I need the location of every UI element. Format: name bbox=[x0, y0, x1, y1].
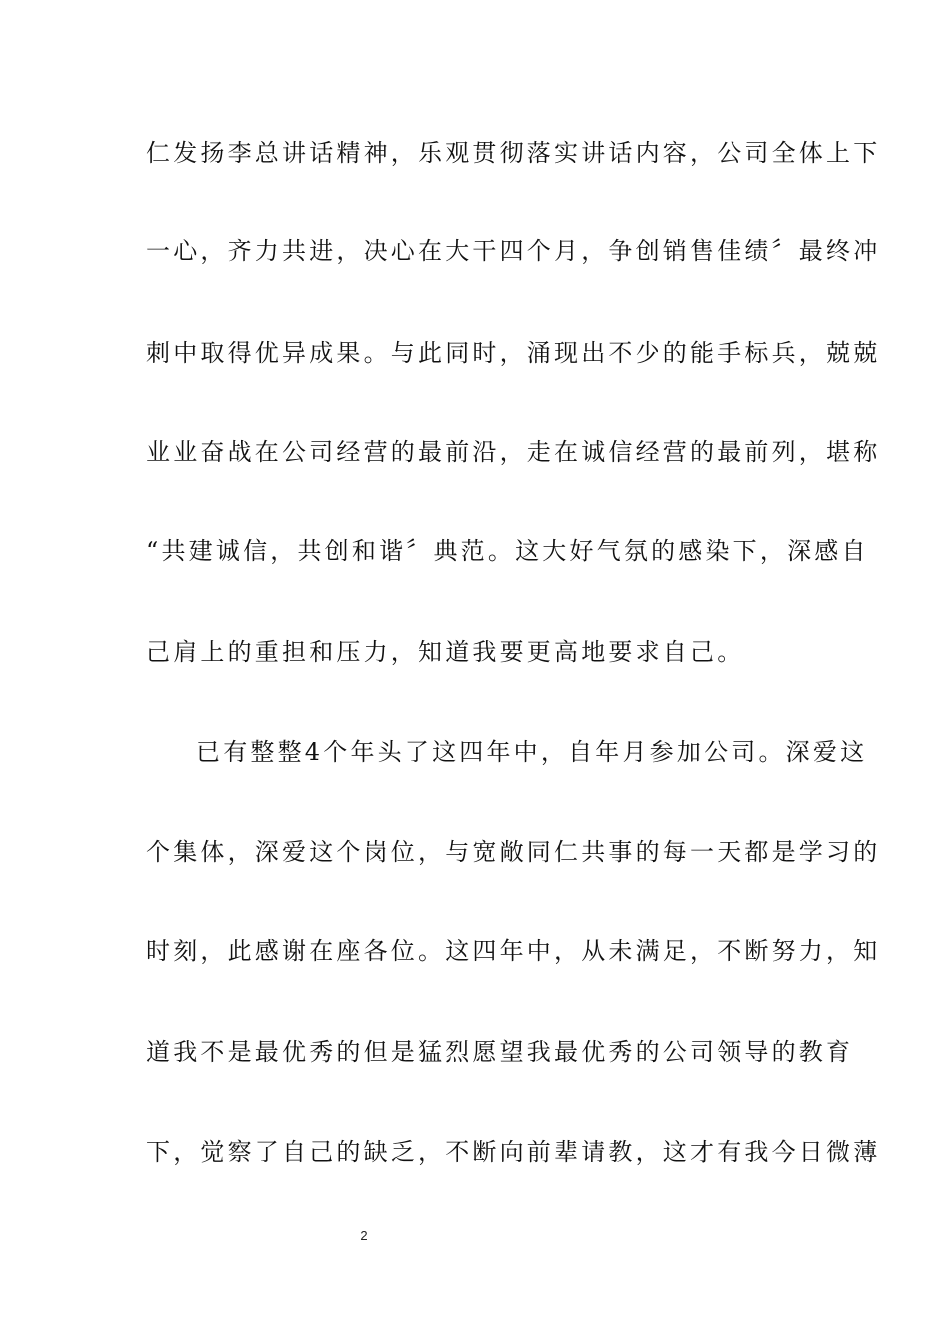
text-line-3: 刺中取得优异成果。与此同时，涌现出不少的能手标兵，兢兢 bbox=[146, 339, 881, 367]
page-number: 2 bbox=[360, 1228, 368, 1243]
text-line-2: 一心，齐力共进，决心在大干四个月，争创销售佳绩〞最终冲 bbox=[146, 237, 881, 265]
paragraph-first-line: 已有整整4个年头了这四年中，自年月参加公司。深爱这 bbox=[196, 738, 868, 766]
text-line-4: 业业奋战在公司经营的最前沿，走在诚信经营的最前列，堪称 bbox=[146, 438, 881, 466]
text-line-6: 己肩上的重担和压力，知道我要更高地要求自己。 bbox=[146, 638, 745, 666]
text-line-11: 下，觉察了自己的缺乏，不断向前辈请教，这才有我今日微薄 bbox=[146, 1138, 881, 1166]
text-line-1: 仁发扬李总讲话精神，乐观贯彻落实讲话内容，公司全体上下 bbox=[146, 139, 881, 167]
text-line-8: 个集体，深爱这个岗位，与宽敞同仁共事的每一天都是学习的 bbox=[146, 838, 881, 866]
text-line-10: 道我不是最优秀的但是猛烈愿望我最优秀的公司领导的教育 bbox=[146, 1038, 854, 1066]
text-line-5: “共建诚信，共创和谐〞典范。这大好气氛的感染下，深感自 bbox=[146, 537, 869, 565]
text-line-9: 时刻，此感谢在座各位。这四年中，从未满足，不断努力，知 bbox=[146, 937, 881, 965]
